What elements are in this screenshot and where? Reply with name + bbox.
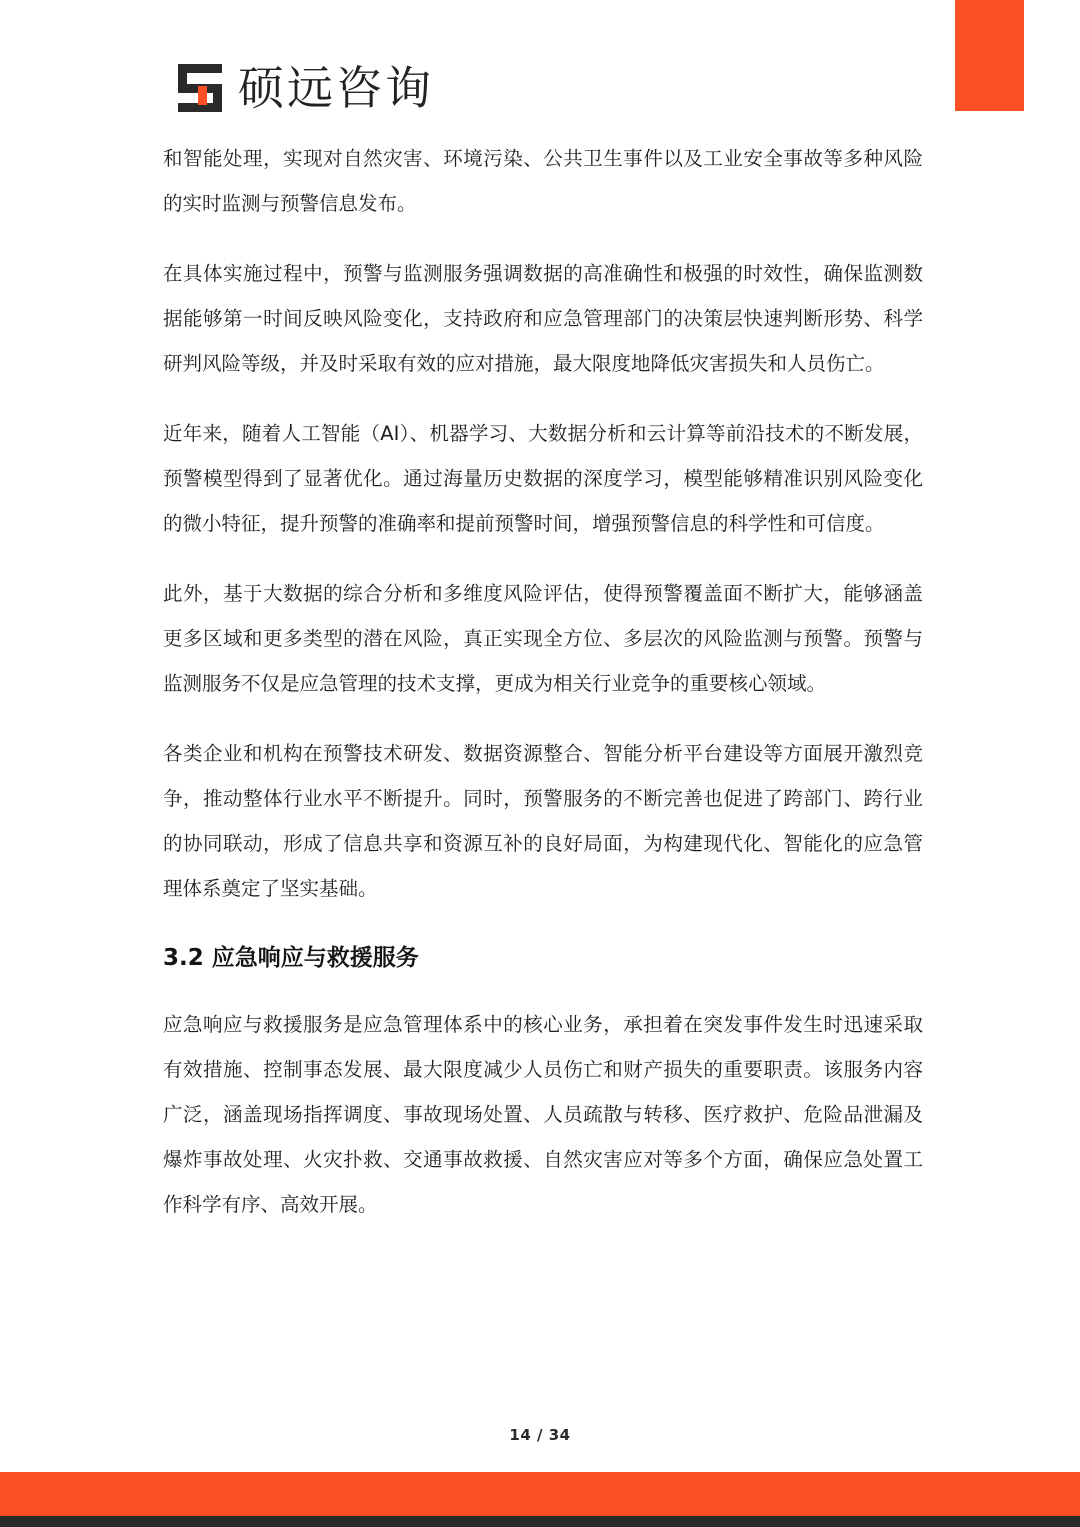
footer-band [0, 1472, 1080, 1527]
paragraph: 此外，基于大数据的综合分析和多维度风险评估，使得预警覆盖面不断扩大，能够涵盖更多区域和更多类型的潜在风险，真正实现全方位、多层次的风险监测与预警。预警与监测服务不仅是应急管理的技术支撑，更成为相关行业竞争的重要核心领域。 [163, 582, 923, 695]
paragraph: 近年来，随着人工智能（AI）、机器学习、大数据分析和云计算等前沿技术的不断发展，预警模型得到了显著优化。通过海量历史数据的深度学习，模型能够精准识别风险变化的微小特征，提升预警的准确率和提前预警时间，增强预警信息的科学性和可信度。 [163, 422, 923, 535]
paragraph: 应急响应与救援服务是应急管理体系中的核心业务，承担着在突发事件发生时迅速采取有效措施、控制事态发展、最大限度减少人员伤亡和财产损失的重要职责。该服务内容广泛，涵盖现场指挥调度、事故现场处置、人员疏散与转移、医疗救护、危险品泄漏及爆炸事故处理、火灾扑救、交通事故救援、自然灾害应对等多个方面，确保应急处置工作科学有序、高效开展。 [163, 1013, 923, 1216]
paragraph: 在具体实施过程中，预警与监测服务强调数据的高准确性和极强的时效性，确保监测数据能够第一时间反映风险变化，支持政府和应急管理部门的决策层快速判断形势、科学研判风险等级，并及时采取有效的应对措施，最大限度地降低灾害损失和人员伤亡。 [163, 262, 923, 375]
paragraph: 各类企业和机构在预警技术研发、数据资源整合、智能分析平台建设等方面展开激烈竞争，推动整体行业水平不断提升。同时，预警服务的不断完善也促进了跨部门、跨行业的协同联动，形成了信息共享和资源互补的良好局面，为构建现代化、智能化的应急管理体系奠定了坚实基础。 [163, 742, 923, 900]
section-heading: 3.2 应急响应与救援服务 [163, 945, 419, 971]
document-body [163, 136, 923, 1252]
page-number: 14 / 34 [509, 1426, 571, 1444]
brand-logo [176, 62, 434, 114]
brand-mark-icon [176, 62, 228, 114]
corner-accent-tab [955, 0, 1024, 111]
brand-name: 硕远咨询 [238, 61, 434, 115]
paragraph: 和智能处理，实现对自然灾害、环境污染、公共卫生事件以及工业安全事故等多种风险的实时监测与预警信息发布。 [163, 147, 923, 215]
